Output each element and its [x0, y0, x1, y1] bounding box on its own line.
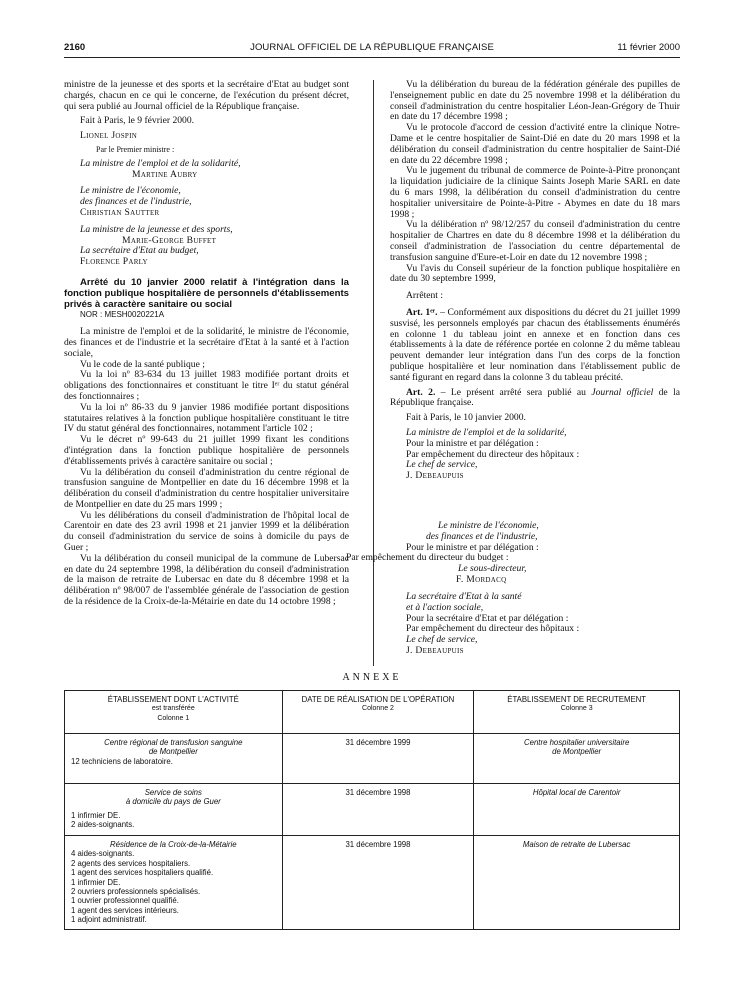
visa-paragraph: Vu le code de la santé publique ; — [80, 358, 205, 370]
page-header — [64, 42, 680, 56]
signature-parly: Florence Parly — [80, 256, 148, 268]
sig-secretaire-sante-1: La secrétaire d'Etat à la santé — [406, 591, 522, 602]
left-column — [64, 80, 349, 608]
nor-reference: NOR : MESH0020221A — [80, 310, 165, 320]
article-2-text-end: de la République française. — [390, 386, 680, 409]
staff-line: 1 ouvrier professionnel qualifié. — [71, 896, 179, 906]
sig-sous-directeur: Le sous-directeur, — [458, 563, 527, 575]
date-cell: 31 décembre 1998 — [282, 784, 474, 836]
sig-pour-secretaire: Pour la secrétaire d'Etat et par délégation : — [406, 612, 569, 624]
staff-line: 1 infirmier DE. — [71, 877, 121, 887]
visa-paragraph: Vu la délibération du bureau de la fédération générale des pupilles de l'enseignement public en date du 25 novembre 1998 et la délibération du conseil d'administration du centre hospitalier Léon-Jean-Grégory de Thuir en date du 17 décembre 1998 ; — [390, 79, 680, 123]
signature-debeaupuis: J. Debeaupuis — [406, 470, 464, 482]
eco-signature-block — [330, 521, 690, 586]
staff-line: 2 ouvriers professionnels spécialisés. — [71, 887, 201, 897]
date-cell: 31 décembre 1999 — [282, 734, 474, 784]
article-1 — [390, 308, 680, 384]
signature-buffet: Marie-George Buffet — [122, 234, 217, 246]
sig-secretaire-sante-2: et à l'action sociale, — [406, 601, 484, 613]
article-2-text: – Le présent arrêté sera publié au — [435, 386, 592, 398]
signature-sautter: Christian Sautter — [80, 206, 160, 218]
sig-ministre-eco-2: des finances et de l'industrie, — [426, 530, 538, 542]
destination-cell — [474, 734, 680, 784]
annexe-title: ANNEXE — [342, 672, 402, 683]
destination-name: de Montpellier — [552, 747, 602, 757]
annexe-table — [64, 690, 680, 930]
table-row — [65, 784, 680, 836]
origin-name: de Montpellier — [148, 747, 198, 757]
journal-title: JOURNAL OFFICIEL DE LA RÉPUBLIQUE FRANÇAISE — [250, 42, 494, 53]
ministre-eco-title-2: des finances et de l'industrie, — [80, 196, 192, 208]
right-column — [390, 80, 680, 488]
visa-paragraph: Vu l'avis du Conseil supérieur de la fonction publique hospitalière en date du 30 septembre 1999, — [390, 262, 680, 285]
staff-line: 1 agent des services hospitaliers qualifié. — [71, 868, 214, 878]
sig-empechement-hopitaux-2: Par empêchement du directeur des hôpitaux : — [406, 623, 580, 635]
sig-ministre-emploi: La ministre de l'emploi et de la solidarité, — [406, 426, 567, 438]
sig-pour-ministre-m: Pour le ministre et par délégation : — [406, 541, 539, 553]
staff-line: 4 aides-soignants. — [71, 849, 135, 859]
column-header — [65, 691, 283, 734]
visa-paragraph: Vu les délibérations du conseil d'administration de l'hôpital local de Carentoir en date des 23 avril 1998 et 21 janvier 1999 et la délibération du conseil d'administration du service de soins à domicile du pays de Guer ; — [64, 509, 349, 554]
column-number: Colonne 1 — [157, 714, 190, 722]
visa-paragraph: Vu le jugement du tribunal de commerce de Pointe-à-Pitre prononçant la liquidation judiciaire de la clinique Saints Joseph Marie SARL en date du 6 mars 1998, la délibération du conseil d'administration du centre hospitalier universitaire de Pointe-à-Pitre - Abymes en date du 18 mars 1998 ; — [390, 165, 680, 220]
visa-paragraph: La ministre de l'emploi et de la solidarité, le ministre de l'économie, des finances et de l'industrie et la secrétaire d'Etat à la santé et à l'action sociale, — [64, 326, 349, 359]
article-1-label: Art. 1ᵉʳ. — [406, 306, 438, 318]
sig-pour-ministre: Pour la ministre et par délégation : — [406, 437, 539, 449]
intro-paragraph: ministre de la jeunesse et des sports et la secrétaire d'Etat au budget sont chargés, chacun en ce qui le concerne, de l'exécution du présent décret, qui sera publié au Journal officiel de la République française. — [64, 79, 349, 112]
column-header-label: ÉTABLISSEMENT DE RECRUTEMENT — [507, 695, 647, 704]
header-rule — [64, 57, 680, 58]
staff-line: 1 adjoint administratif. — [71, 915, 147, 925]
column-number: Colonne 2 — [362, 705, 394, 713]
secretaire-budget-title: La secrétaire d'Etat au budget, — [80, 245, 199, 257]
column-header — [282, 691, 474, 734]
table-header-row — [65, 691, 680, 734]
visa-paragraph: Vu le décret nº 99-643 du 21 juillet 1999 fixant les conditions d'intégration dans la fonction publique hospitalière de personnels d'établissements privés à caractère sanitaire ou social ; — [64, 434, 349, 467]
origin-cell — [65, 836, 283, 930]
column-header-sub: est transférée — [151, 705, 195, 713]
arretent-label: Arrêtent : — [406, 290, 444, 302]
signature-aubry: Martine Aubry — [132, 168, 198, 180]
destination-cell — [474, 836, 680, 930]
visa-paragraph: Vu la loi nº 86-33 du 9 janvier 1986 modifiée portant dispositions statutaires relatives à la fonction publique hospitalière constituant le titre IV du statut général des fonctionnaires, notamment l'article 102 ; — [64, 401, 349, 435]
destination-name: Maison de retraite de Lubersac — [522, 840, 631, 849]
table-row — [65, 836, 680, 930]
staff-line: 2 aides-soignants. — [71, 820, 135, 830]
sig-empechement-hopitaux: Par empêchement du directeur des hôpitaux : — [406, 448, 580, 460]
column-header-label: DATE DE RÉALISATION DE L'OPÉRATION — [301, 695, 455, 704]
sig-chef-service-2: Le chef de service, — [406, 634, 478, 646]
article-1-text: – Conformément aux dispositions du décret du 21 juillet 1999 susvisé, les personnels employés par chacun des établissements énumérés en colonne 1 du tableau joint en annexe et en fonction dans ces établissements à la date de référence portée en colonne 2 du même tableau peuvent demander leur intégration dans l'un des corps de la fonction publique hospitalière et leur nomination dans l'établissement public de santé figurant en regard dans la colonne 3 du tableau précité. — [390, 306, 680, 383]
date-cell: 31 décembre 1998 — [282, 836, 474, 930]
staff-line: 1 agent des services intérieurs. — [71, 905, 179, 915]
column-number: Colonne 3 — [560, 705, 593, 713]
origin-cell — [65, 734, 283, 784]
ministre-jeunesse-title: La ministre de la jeunesse et des sports, — [80, 223, 233, 235]
signature-debeaupuis-2: J. Debeaupuis — [406, 644, 464, 656]
article-2-label: Art. 2. — [406, 386, 436, 398]
table-row — [65, 734, 680, 784]
staff-line: 1 infirmier DE. — [71, 810, 121, 820]
visa-paragraph: Vu la loi nº 83-634 du 13 juillet 1983 modifiée portant droits et obligations des fonctionnaires et constituant le titre Iᵉʳ du statut général des fonctionnaires ; — [64, 369, 349, 402]
ministre-eco-title-1: Le ministre de l'économie, — [80, 185, 181, 197]
par-premier-ministre: Par le Premier ministre : — [96, 144, 175, 154]
destination-name: Hôpital local de Carentoir — [532, 788, 621, 797]
origin-name: à domicile du pays de Guer — [125, 797, 221, 807]
signature-mordacq: F. Mordacq — [456, 573, 507, 585]
sig-empechement-budget: Par empêchement du directeur du budget : — [346, 552, 509, 564]
origin-cell — [65, 784, 283, 836]
visa-paragraph: Vu la délibération nº 98/12/257 du conseil d'administration du centre hospitalier de Chartres en date du 8 décembre 1998 et la délibération du conseil d'administration de l'association du centre départemental de transfusion sanguine d'Eure-et-Loir en date du 12 novembre 1998 ; — [390, 219, 680, 263]
ministre-emploi-title: La ministre de l'emploi et de la solidarité, — [80, 157, 241, 169]
origin-name: Résidence de la Croix-de-la-Métairie — [110, 840, 237, 849]
visa-paragraph: Vu le protocole d'accord de cession d'activité entre la clinique Notre-Dame et le centre hospitalier de Saint-Dié en date du 20 mars 1998 et la délibération du conseil d'administration du centre hospitalier de Saint-Dié en date du 22 décembre 1998 ; — [390, 122, 680, 166]
fait-right: Fait à Paris, le 10 janvier 2000. — [406, 412, 526, 424]
destination-name: Centre hospitalier universitaire — [524, 738, 630, 747]
destination-cell — [474, 784, 680, 836]
origin-name: Service de soins — [144, 788, 202, 797]
fait-left: Fait à Paris, le 9 février 2000. — [80, 115, 195, 127]
arrete-title: Arrêté du 10 janvier 2000 relatif à l'intégration dans la fonction publique hospitalière de personnels d'établissements privés à caractère sanitaire ou social — [64, 276, 349, 310]
visa-paragraph: Vu la délibération du conseil municipal de la commune de Lubersac en date du 24 septembre 1998, la délibération du conseil d'administration de la maison de retraite de Lubersac en date du 8 décembre 1998 et la délibération nº 98/007 de l'assemblée générale de l'association de gestion de la résidence de la Croix-de-la-Métairie en date du 14 octobre 1998 ; — [64, 552, 349, 608]
page-number: 2160 — [64, 42, 86, 53]
sig-chef-service: Le chef de service, — [406, 459, 478, 471]
origin-name: Centre régional de transfusion sanguine — [104, 738, 243, 747]
article-2 — [390, 388, 680, 410]
signature-jospin: Lionel Jospin — [80, 130, 138, 142]
journal-officiel-ref: Journal officiel — [591, 386, 654, 398]
staff-line: 2 agents des services hospitaliers. — [71, 858, 191, 868]
column-header-label: ÉTABLISSEMENT DONT L'ACTIVITÉ — [107, 695, 239, 704]
sig-ministre-eco-1: Le ministre de l'économie, — [438, 520, 539, 531]
sante-signature-block — [390, 592, 680, 657]
staff-line: 12 techniciens de laboratoire. — [71, 756, 173, 766]
column-header — [474, 691, 680, 734]
visa-paragraph: Vu la délibération du conseil d'administration du centre régional de transfusion sanguine de Montpellier en date du 16 décembre 1998 et la délibération du conseil d'administration du centre hospitalier universitaire de Montpellier en date du 25 mars 1999 ; — [64, 466, 349, 510]
issue-date: 11 février 2000 — [617, 42, 680, 53]
